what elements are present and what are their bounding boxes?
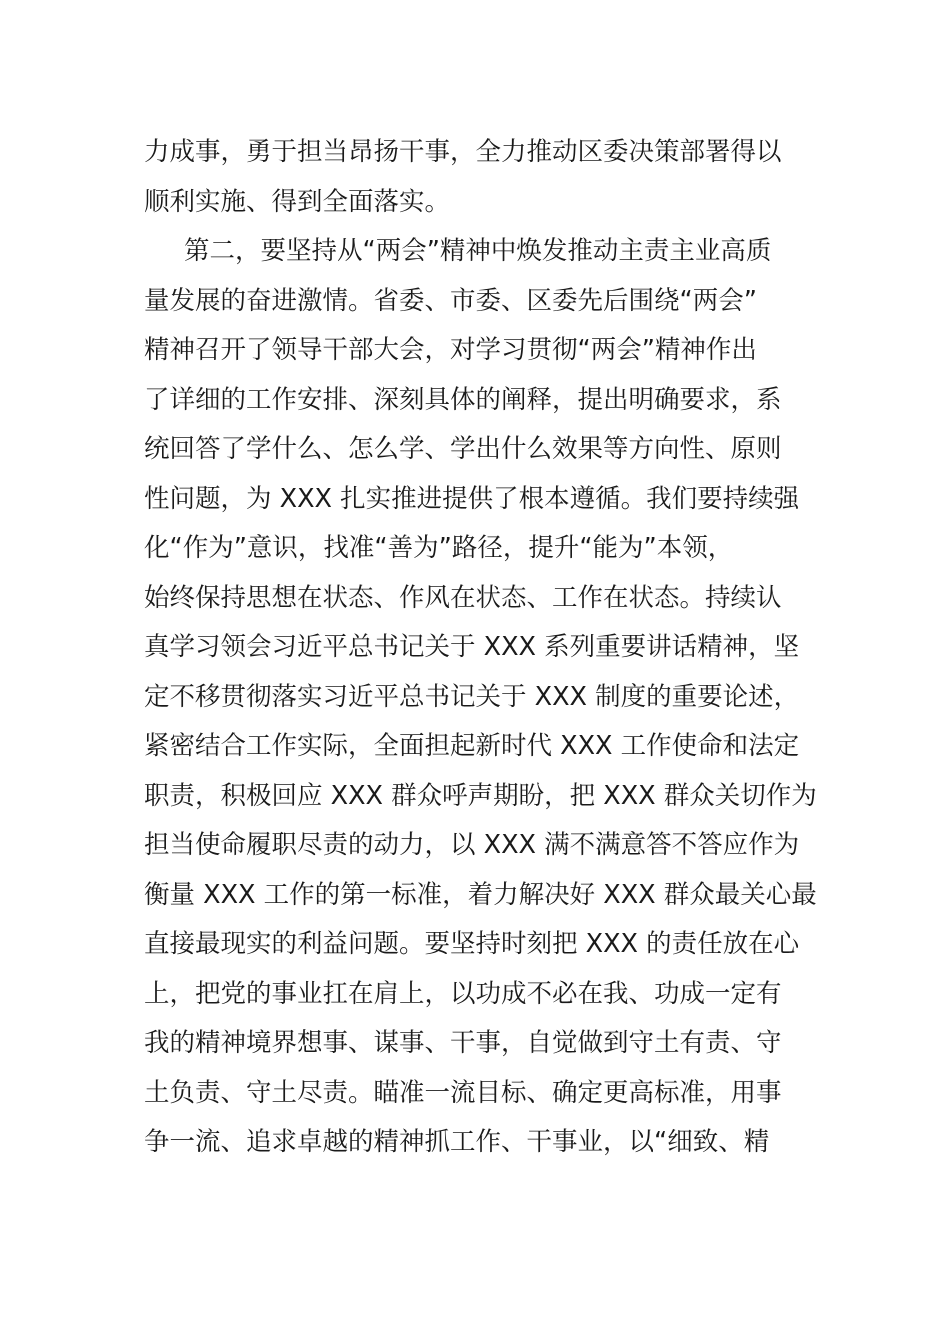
text-line: 土负责、守土尽责。瞄准一流目标、确定更高标准，用事 — [144, 1077, 782, 1108]
text-line: 性问题，为 XXX 扎实推进提供了根本遵循。我们要持续强 — [144, 483, 800, 514]
body-text — [144, 128, 817, 1168]
text-line: 职责，积极回应 XXX 群众呼声期盼，把 XXX 群众关切作为 — [144, 780, 817, 811]
text-line: 顺利实施、得到全面落实。 — [144, 186, 451, 217]
text-line: 争一流、追求卓越的精神抓工作、干事业，以“细致、精 — [144, 1127, 770, 1157]
text-line: 上，把党的事业扛在肩上，以功成不必在我、功成一定有 — [144, 978, 782, 1009]
text-line: 紧密结合工作实际，全面担起新时代 XXX 工作使命和法定 — [144, 731, 800, 761]
text-line: 担当使命履职尽责的动力，以 XXX 满不满意答不答应作为 — [144, 830, 800, 860]
paragraph-start-line: 第二，要坚持从“两会”精神中焕发推动主责主业高质 — [184, 236, 772, 266]
text-line: 力成事，勇于担当昂扬干事，全力推动区委决策部署得以 — [144, 137, 782, 167]
text-line: 直接最现实的利益问题。要坚持时刻把 XXX 的责任放在心 — [144, 929, 800, 959]
text-line: 始终保持思想在状态、作风在状态、工作在状态。持续认 — [144, 582, 782, 613]
text-line: 了详细的工作安排、深刻具体的阐释，提出明确要求，系 — [144, 384, 782, 415]
text-line: 化“作为”意识，找准“善为”路径，提升“能为”本领， — [144, 533, 734, 563]
text-line: 我的精神境界想事、谋事、干事，自觉做到守土有责、守 — [144, 1028, 782, 1058]
text-line: 精神召开了领导干部大会，对学习贯彻“两会”精神作出 — [144, 335, 757, 365]
text-line: 统回答了学什么、怎么学、学出什么效果等方向性、原则 — [144, 434, 782, 464]
text-line: 量发展的奋进激情。省委、市委、区委先后围绕“两会” — [144, 285, 757, 316]
text-line: 衡量 XXX 工作的第一标准，着力解决好 XXX 群众最关心最 — [144, 879, 817, 910]
text-line: 定不移贯彻落实习近平总书记关于 XXX 制度的重要论述， — [144, 681, 800, 712]
text-line: 真学习领会习近平总书记关于 XXX 系列重要讲话精神，坚 — [144, 632, 800, 662]
